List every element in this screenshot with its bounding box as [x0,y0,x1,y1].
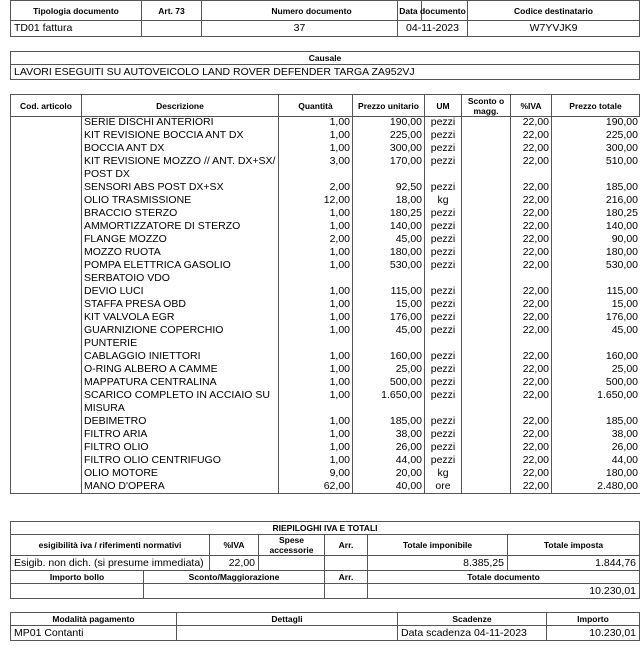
item-um: pezzi [425,259,462,285]
totale-value: 10.230,01 [367,583,640,599]
item-quantity: 12,00 [279,194,353,207]
item-cod [11,389,82,415]
item-vat: 22,00 [511,350,552,363]
item-description: SERIE DISCHI ANTERIORI [82,116,279,129]
item-description: OLIO MOTORE [82,467,279,480]
item-discount [462,389,511,415]
item-description: BOCCIA ANT DX [82,142,279,155]
importo-label: Importo [546,612,640,626]
item-unit-price: 20,00 [353,467,425,480]
item-discount [462,415,511,428]
item-cod [11,116,82,129]
col-prezzo-unitario: Prezzo unitario [352,94,425,117]
item-total: 160,00 [552,350,640,363]
spese-value [258,555,325,571]
bollo-value [10,583,144,599]
item-cod [11,129,82,142]
item-total: 2.480,00 [552,480,640,494]
item-unit-price: 38,00 [353,428,425,441]
dettagli-label: Dettagli [176,612,398,626]
numero-value: 37 [201,20,398,37]
item-unit-price: 170,00 [353,155,425,181]
table-row [11,220,640,233]
riepilogo-title: RIEPILOGHI IVA E TOTALI [10,521,640,535]
item-quantity: 1,00 [279,259,353,285]
item-unit-price: 45,00 [353,324,425,350]
item-vat: 22,00 [511,116,552,129]
item-vat: 22,00 [511,194,552,207]
item-unit-price: 300,00 [353,142,425,155]
item-description: BRACCIO STERZO [82,207,279,220]
table-row [11,259,640,285]
item-discount [462,285,511,298]
spese-label: Spese accessorie [258,534,325,556]
bollo-label: Importo bollo [10,570,144,584]
scadenze-label: Scadenze [397,612,547,626]
item-description: FILTRO OLIO CENTRIFUGO [82,454,279,467]
item-total: 300,00 [552,142,640,155]
table-row [11,480,640,494]
item-total: 530,00 [552,259,640,285]
item-um: kg [425,194,462,207]
item-description: FLANGE MOZZO [82,233,279,246]
item-cod [11,142,82,155]
item-unit-price: 185,00 [353,415,425,428]
imposta-label: Totale imposta [507,534,640,556]
item-vat: 22,00 [511,207,552,220]
totale-label: Totale documento [367,570,640,584]
item-total: 115,00 [552,285,640,298]
item-cod [11,363,82,376]
item-description: POMPA ELETTRICA GASOLIO SERBATOIO VDO [82,259,279,285]
item-vat: 22,00 [511,259,552,285]
causale-label: Causale [10,51,640,65]
item-description: SENSORI ABS POST DX+SX [82,181,279,194]
item-vat: 22,00 [511,389,552,415]
iva-label: %IVA [209,534,259,556]
imponibile-value: 8.385,25 [367,555,508,571]
item-um: kg [425,467,462,480]
item-vat: 22,00 [511,441,552,454]
item-quantity: 9,00 [279,467,353,480]
col-cod: Cod. articolo [10,94,82,117]
item-discount [462,142,511,155]
item-cod [11,467,82,480]
item-um: pezzi [425,363,462,376]
item-unit-price: 40,00 [353,480,425,494]
item-um: pezzi [425,454,462,467]
item-quantity: 1,00 [279,142,353,155]
col-quantita: Quantità [278,94,353,117]
item-total: 185,00 [552,415,640,428]
item-discount [462,298,511,311]
item-um: pezzi [425,116,462,129]
art73-value [141,20,202,37]
item-total: 1.650,00 [552,389,640,415]
item-total: 44,00 [552,454,640,467]
table-row [11,415,640,428]
item-quantity: 1,00 [279,441,353,454]
item-description: SCARICO COMPLETO IN ACCIAIO SU MISURA [82,389,279,415]
table-row [11,363,640,376]
item-quantity: 1,00 [279,116,353,129]
causale-value: LAVORI ESEGUITI SU AUTOVEICOLO LAND ROVER DEFENDER TARGA ZA952VJ [10,64,640,80]
sconto-label: Sconto/Maggiorazione [143,570,325,584]
item-quantity: 1,00 [279,363,353,376]
imposta-value: 1.844,76 [507,555,640,571]
item-description: MANO D'OPERA [82,480,279,494]
item-quantity: 62,00 [279,480,353,494]
table-row [11,116,640,129]
item-um: ore [425,480,462,494]
arr2-label: Arr. [324,570,368,584]
item-cod [11,428,82,441]
item-um: pezzi [425,389,462,415]
item-description: DEBIMETRO [82,415,279,428]
item-total: 140,00 [552,220,640,233]
item-cod [11,220,82,233]
item-total: 90,00 [552,233,640,246]
item-um: pezzi [425,324,462,350]
table-row [11,454,640,467]
item-vat: 22,00 [511,129,552,142]
item-description: AMMORTIZZATORE DI STERZO [82,220,279,233]
item-description: MOZZO RUOTA [82,246,279,259]
table-row [11,428,640,441]
item-cod [11,415,82,428]
item-discount [462,181,511,194]
item-discount [462,467,511,480]
arr-value [324,555,368,571]
item-um: pezzi [425,142,462,155]
item-discount [462,376,511,389]
item-vat: 22,00 [511,233,552,246]
item-cod [11,246,82,259]
item-cod [11,480,82,494]
item-quantity: 1,00 [279,324,353,350]
item-cod [11,350,82,363]
item-total: 185,00 [552,181,640,194]
item-description: KIT REVISIONE BOCCIA ANT DX [82,129,279,142]
item-unit-price: 176,00 [353,311,425,324]
item-vat: 22,00 [511,220,552,233]
item-vat: 22,00 [511,454,552,467]
item-description: FILTRO ARIA [82,428,279,441]
item-unit-price: 18,00 [353,194,425,207]
data-value: 04-11-2023 [397,20,468,37]
data-label: Data documento [397,0,468,21]
item-unit-price: 180,25 [353,207,425,220]
table-row [11,129,640,142]
item-discount [462,428,511,441]
tipologia-label: Tipologia documento [10,0,142,21]
item-um: pezzi [425,285,462,298]
item-total: 500,00 [552,376,640,389]
table-row [11,311,640,324]
col-iva: %IVA [510,94,552,117]
item-quantity: 1,00 [279,298,353,311]
item-description: CABLAGGIO INIETTORI [82,350,279,363]
item-description: KIT VALVOLA EGR [82,311,279,324]
item-vat: 22,00 [511,415,552,428]
item-um: pezzi [425,415,462,428]
item-description: KIT REVISIONE MOZZO // ANT. DX+SX/ POST DX [82,155,279,181]
item-um: pezzi [425,246,462,259]
item-discount [462,441,511,454]
table-row [11,467,640,480]
item-discount [462,207,511,220]
item-discount [462,116,511,129]
item-um: pezzi [425,207,462,220]
item-quantity: 1,00 [279,415,353,428]
item-cod [11,259,82,285]
item-total: 180,00 [552,246,640,259]
col-prezzo-totale: Prezzo totale [551,94,640,117]
codice-label: Codice destinatario [467,0,640,21]
item-quantity: 1,00 [279,376,353,389]
col-um: UM [424,94,462,117]
item-unit-price: 45,00 [353,233,425,246]
item-quantity: 2,00 [279,181,353,194]
item-unit-price: 180,00 [353,246,425,259]
table-row [11,376,640,389]
item-quantity: 1,00 [279,220,353,233]
item-um: pezzi [425,428,462,441]
item-vat: 22,00 [511,142,552,155]
item-unit-price: 225,00 [353,129,425,142]
item-total: 190,00 [552,116,640,129]
item-um: pezzi [425,220,462,233]
item-vat: 22,00 [511,155,552,181]
col-sconto: Sconto o magg. [461,94,511,117]
item-discount [462,454,511,467]
item-cod [11,194,82,207]
item-discount [462,363,511,376]
modalita-value: MP01 Contanti [10,625,177,641]
item-discount [462,194,511,207]
item-cod [11,454,82,467]
item-vat: 22,00 [511,246,552,259]
item-description: MAPPATURA CENTRALINA [82,376,279,389]
imponibile-label: Totale imponibile [367,534,508,556]
item-total: 225,00 [552,129,640,142]
arr-label: Arr. [324,534,368,556]
item-quantity: 1,00 [279,454,353,467]
item-total: 180,25 [552,207,640,220]
item-cod [11,441,82,454]
item-discount [462,350,511,363]
scadenze-value: Data scadenza 04-11-2023 [397,625,547,641]
item-um: pezzi [425,298,462,311]
item-description: O-RING ALBERO A CAMME [82,363,279,376]
item-unit-price: 190,00 [353,116,425,129]
item-cod [11,233,82,246]
items-table [10,116,640,494]
table-row [11,181,640,194]
dettagli-value [176,625,398,641]
item-quantity: 1,00 [279,428,353,441]
item-unit-price: 160,00 [353,350,425,363]
item-um: pezzi [425,376,462,389]
col-descrizione: Descrizione [81,94,279,117]
art73-label: Art. 73 [141,0,202,21]
item-cod [11,285,82,298]
item-quantity: 1,00 [279,350,353,363]
item-unit-price: 500,00 [353,376,425,389]
item-unit-price: 15,00 [353,298,425,311]
sconto-value [143,583,325,599]
item-um: pezzi [425,233,462,246]
item-description: STAFFA PRESA OBD [82,298,279,311]
item-discount [462,233,511,246]
table-row [11,207,640,220]
item-cod [11,311,82,324]
item-description: FILTRO OLIO [82,441,279,454]
item-um: pezzi [425,129,462,142]
item-cod [11,181,82,194]
item-total: 25,00 [552,363,640,376]
item-discount [462,259,511,285]
item-um: pezzi [425,350,462,363]
item-unit-price: 26,00 [353,441,425,454]
item-total: 26,00 [552,441,640,454]
item-unit-price: 25,00 [353,363,425,376]
item-discount [462,155,511,181]
item-quantity: 1,00 [279,285,353,298]
tipologia-value: TD01 fattura [10,20,142,37]
item-um: pezzi [425,181,462,194]
item-discount [462,246,511,259]
item-vat: 22,00 [511,311,552,324]
item-discount [462,129,511,142]
item-discount [462,311,511,324]
item-total: 38,00 [552,428,640,441]
table-row [11,233,640,246]
table-row [11,155,640,181]
item-unit-price: 530,00 [353,259,425,285]
item-vat: 22,00 [511,467,552,480]
table-row [11,350,640,363]
modalita-label: Modalità pagamento [10,612,177,626]
table-row [11,194,640,207]
item-description: DEVIO LUCI [82,285,279,298]
item-cod [11,298,82,311]
item-vat: 22,00 [511,428,552,441]
item-quantity: 1,00 [279,311,353,324]
table-row [11,389,640,415]
item-um: pezzi [425,311,462,324]
table-row [11,246,640,259]
item-unit-price: 1.650,00 [353,389,425,415]
item-vat: 22,00 [511,298,552,311]
item-vat: 22,00 [511,324,552,350]
table-row [11,324,640,350]
iva-value: 22,00 [209,555,259,571]
item-total: 176,00 [552,311,640,324]
item-quantity: 1,00 [279,246,353,259]
item-total: 216,00 [552,194,640,207]
item-total: 45,00 [552,324,640,350]
item-description: GUARNIZIONE COPERCHIO PUNTERIE [82,324,279,350]
item-vat: 22,00 [511,363,552,376]
item-cod [11,207,82,220]
table-row [11,142,640,155]
item-vat: 22,00 [511,376,552,389]
codice-value: W7YVJK9 [467,20,640,37]
table-row [11,298,640,311]
esig-label: esigibilità iva / riferimenti normativi [10,534,210,556]
table-row [11,285,640,298]
item-quantity: 3,00 [279,155,353,181]
item-um: pezzi [425,155,462,181]
item-discount [462,324,511,350]
item-discount [462,220,511,233]
item-unit-price: 140,00 [353,220,425,233]
importo-value: 10.230,01 [546,625,640,641]
item-unit-price: 92,50 [353,181,425,194]
item-vat: 22,00 [511,181,552,194]
item-cod [11,324,82,350]
table-row [11,441,640,454]
item-unit-price: 44,00 [353,454,425,467]
esig-value: Esigib. non dich. (si presume immediata) [10,555,210,571]
item-cod [11,376,82,389]
item-quantity: 2,00 [279,233,353,246]
item-total: 510,00 [552,155,640,181]
item-total: 15,00 [552,298,640,311]
item-vat: 22,00 [511,285,552,298]
item-quantity: 1,00 [279,389,353,415]
item-quantity: 1,00 [279,207,353,220]
item-description: OLIO TRASMISSIONE [82,194,279,207]
item-unit-price: 115,00 [353,285,425,298]
item-cod [11,155,82,181]
item-total: 180,00 [552,467,640,480]
item-vat: 22,00 [511,480,552,494]
numero-label: Numero documento [201,0,422,21]
item-quantity: 1,00 [279,129,353,142]
item-discount [462,480,511,494]
arr2-value [324,583,368,599]
item-um: pezzi [425,441,462,454]
